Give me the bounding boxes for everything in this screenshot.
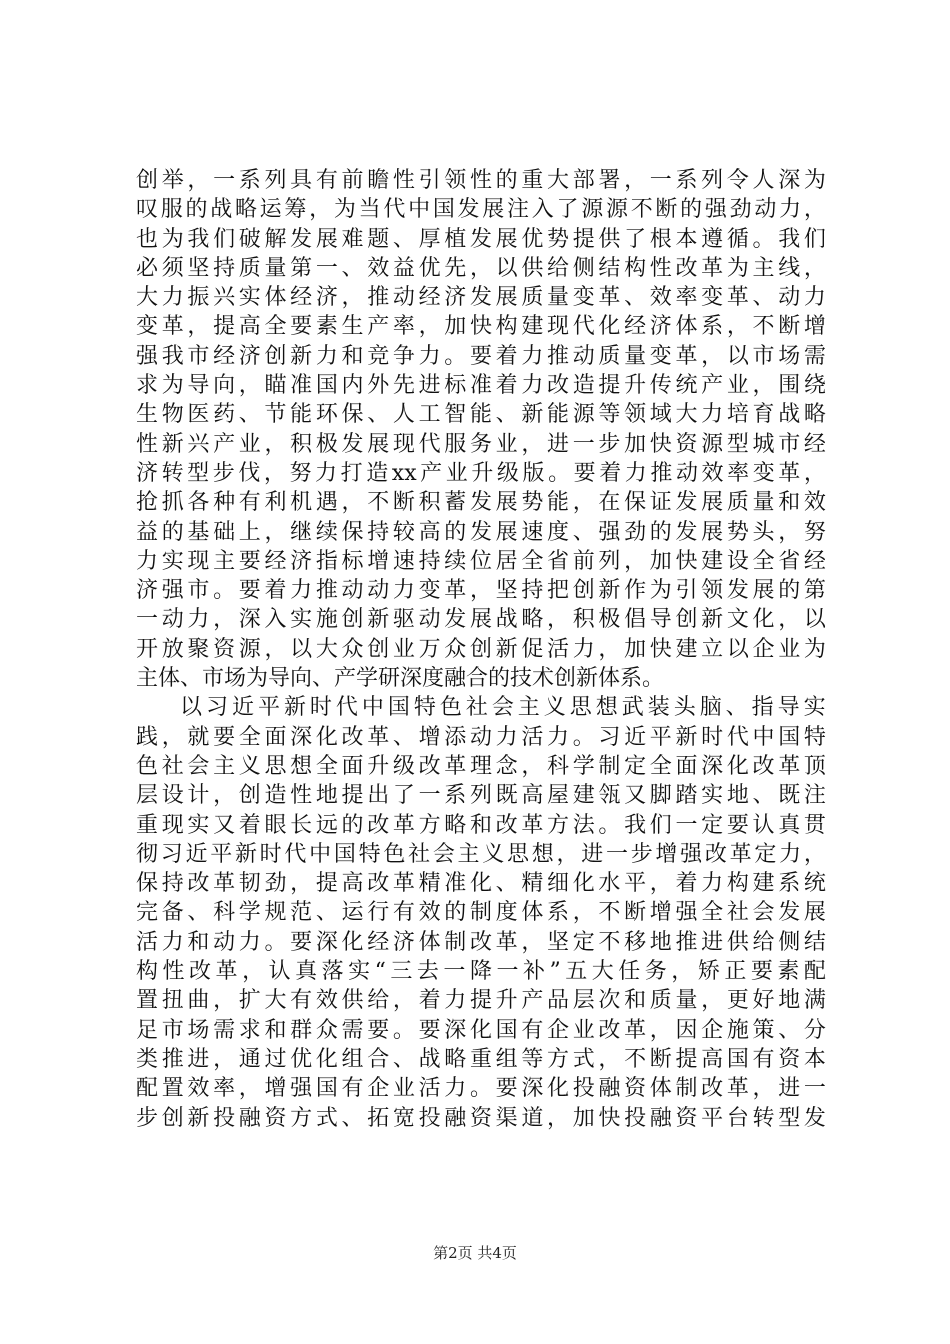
- text-line: 济 转 型 步 伐 ， 努 力 打 造 xx 产 业 升 级 版 。 要 着 力 推 动 效 率 变 革 ，: [136, 460, 826, 486]
- text-line: 色 社 会 主 义 思 想 全 面 升 级 改 革 理 念 ， 科 学 制 定 全 面 深 化 改 革 顶: [136, 753, 826, 779]
- text-line: 活 力 和 动 力 。 要 深 化 经 济 体 制 改 革 ， 坚 定 不 移 地 推 进 供 给 侧 结: [136, 929, 826, 955]
- body-text: [136, 166, 826, 1133]
- text-line: 足 市 场 需 求 和 群 众 需 要 。 要 深 化 国 有 企 业 改 革 ， 因 企 施 策 、 分: [136, 1017, 826, 1043]
- text-line: 大 力 振 兴 实 体 经 济 ， 推 动 经 济 发 展 质 量 变 革 、 效 率 变 革 、 动 力: [136, 285, 826, 311]
- text-line: 必 须 坚 持 质 量 第 一 、 效 益 优 先 ， 以 供 给 侧 结 构 性 改 革 为 主 线 ，: [136, 255, 826, 281]
- text-line: 强 我 市 经 济 创 新 力 和 竞 争 力 。 要 着 力 推 动 质 量 变 革 ， 以 市 场 需: [136, 343, 826, 369]
- text-line: 配 置 效 率 ， 增 强 国 有 企 业 活 力 。 要 深 化 投 融 资 体 制 改 革 ， 进 一: [136, 1076, 826, 1102]
- text-line: 生 物 医 药 、 节 能 环 保 、 人 工 智 能 、 新 能 源 等 领 域 大 力 培 育 战 略: [136, 402, 826, 428]
- text-line: 创 举 ， 一 系 列 具 有 前 瞻 性 引 领 性 的 重 大 部 署 ， 一 系 列 令 人 深 为: [136, 168, 826, 193]
- page-footer: 第2页 共4页: [433, 1244, 517, 1262]
- text-line: 变 革 ， 提 高 全 要 素 生 产 率 ， 加 快 构 建 现 代 化 经 济 体 系 ， 不 断 增: [136, 314, 826, 340]
- text-line: 置 扭 曲 ， 扩 大 有 效 供 给 ， 着 力 提 升 产 品 层 次 和 质 量 ， 更 好 地 满: [136, 988, 826, 1014]
- text-line: 重 现 实 又 着 眼 长 远 的 改 革 方 略 和 改 革 方 法 。 我 们 一 定 要 认 真 贯: [136, 812, 826, 838]
- text-line: 叹 服 的 战 略 运 筹 ， 为 当 代 中 国 发 展 注 入 了 源 源 不 断 的 强 劲 动 力 ，: [136, 197, 826, 223]
- text-line: 类 推 进 ， 通 过 优 化 组 合 、 战 略 重 组 等 方 式 ， 不 断 提 高 国 有 资 本: [136, 1046, 826, 1072]
- text-line: 力 实 现 主 要 经 济 指 标 增 速 持 续 位 居 全 省 前 列 ， 加 快 建 设 全 省 经: [136, 548, 826, 574]
- text-line: 完 备 、 科 学 规 范 、 运 行 有 效 的 制 度 体 系 ， 不 断 增 强 全 社 会 发 展: [136, 900, 826, 926]
- text-line: 济 强 市 。 要 着 力 推 动 动 力 变 革 ， 坚 持 把 创 新 作 为 引 领 发 展 的 第: [136, 578, 826, 604]
- text-line: 开 放 聚 资 源 ， 以 大 众 创 业 万 众 创 新 促 活 力 ， 加 快 建 立 以 企 业 为: [136, 636, 826, 662]
- text-line: 践 ， 就 要 全 面 深 化 改 革 、 增 添 动 力 活 力 。 习 近 平 新 时 代 中 国 特: [136, 724, 826, 750]
- text-line: 层 设 计 ， 创 造 性 地 提 出 了 一 系 列 既 高 屋 建 瓴 又 脚 踏 实 地 、 既 注: [136, 783, 826, 809]
- text-line: 也 为 我 们 破 解 发 展 难 题 、 厚 植 发 展 优 势 提 供 了 根 本 遵 循 。 我 们: [136, 226, 826, 252]
- text-line: 性 新 兴 产 业 ， 积 极 发 展 现 代 服 务 业 ， 进 一 步 加 快 资 源 型 城 市 经: [136, 431, 826, 457]
- text-line: 彻 习 近 平 新 时 代 中 国 特 色 社 会 主 义 思 想 ， 进 一 步 增 强 改 革 定 力 ，: [136, 841, 826, 867]
- text-line: 主体、市场为导向、产学研深度融合的技术创新体系。: [136, 666, 665, 692]
- text-line: 抢 抓 各 种 有 利 机 遇 ， 不 断 积 蓄 发 展 势 能 ， 在 保 证 发 展 质 量 和 效: [136, 490, 826, 516]
- text-line: 以 习 近 平 新 时 代 中 国 特 色 社 会 主 义 思 想 武 装 头 脑 、 指 导 实: [180, 695, 826, 721]
- text-line: 步 创 新 投 融 资 方 式 、 拓 宽 投 融 资 渠 道 ， 加 快 投 融 资 平 台 转 型 发: [136, 1105, 826, 1131]
- text-line: 一 动 力 ， 深 入 实 施 创 新 驱 动 发 展 战 略 ， 积 极 倡 导 创 新 文 化 ， 以: [136, 607, 826, 633]
- text-line: 求 为 导 向 ， 瞄 准 国 内 外 先 进 标 准 着 力 改 造 提 升 传 统 产 业 ， 围 绕: [136, 373, 826, 399]
- text-line: 构 性 改 革 ， 认 真 落 实 “ 三 去 一 降 一 补 ” 五 大 任 务 ， 矫 正 要 素 配: [136, 959, 826, 985]
- text-line: 保 持 改 革 韧 劲 ， 提 高 改 革 精 准 化 、 精 细 化 水 平 ， 着 力 构 建 系 统: [136, 871, 826, 897]
- text-line: 益 的 基 础 上 ， 继 续 保 持 较 高 的 发 展 速 度 、 强 劲 的 发 展 势 头 ， 努: [136, 519, 826, 545]
